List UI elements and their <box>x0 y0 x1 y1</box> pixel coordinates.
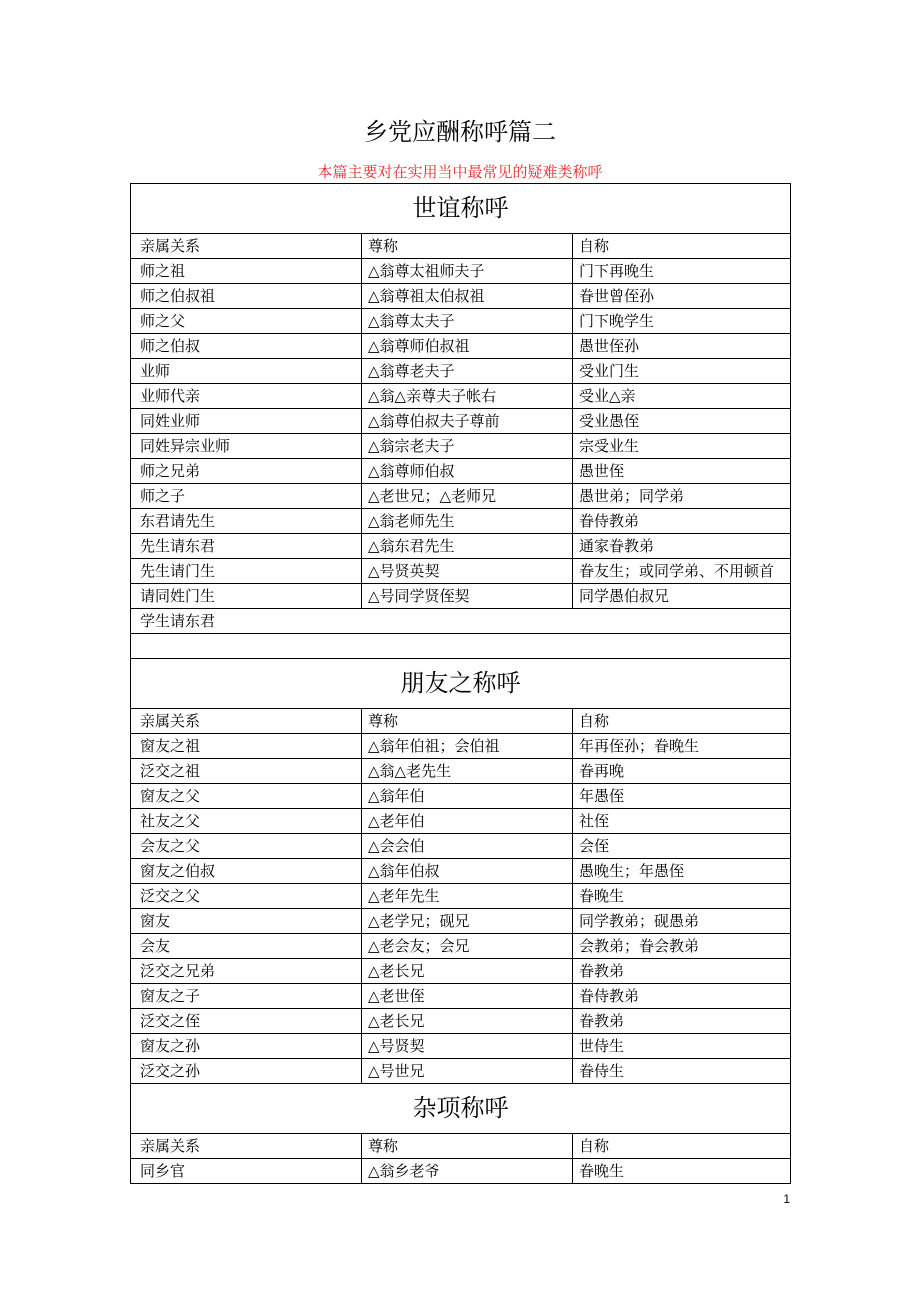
table-cell: 社友之父 <box>131 809 362 834</box>
table-cell: 愚世侄孙 <box>573 334 791 359</box>
table-cell: 窗友 <box>131 909 362 934</box>
table-cell: △老学兄；砚兄 <box>362 909 573 934</box>
table-cell: 年再侄孙；眷晚生 <box>573 734 791 759</box>
table-cell: △号世兄 <box>362 1059 573 1084</box>
table-cell: 师之父 <box>131 309 362 334</box>
table-row <box>131 259 791 284</box>
column-header: 尊称 <box>362 234 573 259</box>
table-cell: △号贤英契 <box>362 559 573 584</box>
table-row <box>131 934 791 959</box>
table-cell: 通家眷教弟 <box>573 534 791 559</box>
table-cell: 愚世弟；同学弟 <box>573 484 791 509</box>
table-cell: △翁乡老爷 <box>362 1159 573 1184</box>
table-row <box>131 909 791 934</box>
table-row <box>131 759 791 784</box>
table-row <box>131 334 791 359</box>
table-row <box>131 359 791 384</box>
page-number: 1 <box>783 1192 790 1206</box>
table-cell: △翁尊师伯叔祖 <box>362 334 573 359</box>
table-cell: 眷侍教弟 <box>573 509 791 534</box>
table-cell: 泛交之父 <box>131 884 362 909</box>
table-cell: 会侄 <box>573 834 791 859</box>
table-cell: 同乡官 <box>131 1159 362 1184</box>
section-heading: 朋友之称呼 <box>131 659 791 709</box>
section-heading: 杂项称呼 <box>131 1084 791 1134</box>
table-cell: 愚世侄 <box>573 459 791 484</box>
table-cell: 受业△亲 <box>573 384 791 409</box>
section-heading-row <box>131 184 791 234</box>
section-heading-row <box>131 659 791 709</box>
table-row <box>131 1159 791 1184</box>
table-cell: 眷侍教弟 <box>573 984 791 1009</box>
table-cell: 受业门生 <box>573 359 791 384</box>
table-cell: △老会友；会兄 <box>362 934 573 959</box>
table-cell: 同学教弟；砚愚弟 <box>573 909 791 934</box>
table-cell: 泛交之孙 <box>131 1059 362 1084</box>
table-row <box>131 859 791 884</box>
table-cell: 眷晚生 <box>573 884 791 909</box>
table-cell: 会友之父 <box>131 834 362 859</box>
table-cell: 同学愚伯叔兄 <box>573 584 791 609</box>
table-cell: 窗友之子 <box>131 984 362 1009</box>
honorifics-table <box>130 183 791 1184</box>
table-cell: △号贤契 <box>362 1034 573 1059</box>
table-cell: 业师代亲 <box>131 384 362 409</box>
table-cell: △翁尊伯叔夫子尊前 <box>362 409 573 434</box>
table-cell: 窗友之祖 <box>131 734 362 759</box>
table-cell: △老世侄 <box>362 984 573 1009</box>
table-row <box>131 409 791 434</box>
table-row <box>131 534 791 559</box>
table-cell: 眷晚生 <box>573 1159 791 1184</box>
table-row <box>131 1034 791 1059</box>
table-cell: 受业愚侄 <box>573 409 791 434</box>
column-header: 自称 <box>573 709 791 734</box>
table-row-merged <box>131 609 791 634</box>
table-cell: △翁尊老夫子 <box>362 359 573 384</box>
column-header-row <box>131 234 791 259</box>
page-subtitle: 本篇主要对在实用当中最常见的疑难类称呼 <box>317 163 603 181</box>
table-cell: 眷世曾侄孙 <box>573 284 791 309</box>
table-cell: △翁尊太夫子 <box>362 309 573 334</box>
table-cell: 同姓异宗业师 <box>131 434 362 459</box>
table-row <box>131 1009 791 1034</box>
table-cell: 师之伯叔 <box>131 334 362 359</box>
column-header-row <box>131 709 791 734</box>
column-header: 亲属关系 <box>131 709 362 734</box>
table-cell: 东君请先生 <box>131 509 362 534</box>
table-cell: 泛交之兄弟 <box>131 959 362 984</box>
table-cell: △老长兄 <box>362 1009 573 1034</box>
table-cell: △号同学贤侄契 <box>362 584 573 609</box>
column-header: 亲属关系 <box>131 1134 362 1159</box>
column-header: 尊称 <box>362 1134 573 1159</box>
table-row <box>131 434 791 459</box>
section-heading: 世谊称呼 <box>131 184 791 234</box>
table-row <box>131 509 791 534</box>
table-cell: 师之子 <box>131 484 362 509</box>
blank-row <box>131 634 791 659</box>
table-cell: △老长兄 <box>362 959 573 984</box>
table-cell: 会友 <box>131 934 362 959</box>
table-cell: 业师 <box>131 359 362 384</box>
table-row <box>131 309 791 334</box>
column-header: 自称 <box>573 1134 791 1159</box>
table-cell: 师之兄弟 <box>131 459 362 484</box>
table-cell: 先生请东君 <box>131 534 362 559</box>
column-header: 亲属关系 <box>131 234 362 259</box>
table-cell: 师之伯叔祖 <box>131 284 362 309</box>
table-cell: 先生请门生 <box>131 559 362 584</box>
table-cell: △翁东君先生 <box>362 534 573 559</box>
table-cell: 学生请东君 <box>131 609 791 634</box>
table-cell: 愚晚生；年愚侄 <box>573 859 791 884</box>
table-cell: △翁△老先生 <box>362 759 573 784</box>
table-cell: 眷友生；或同学弟、不用顿首 <box>573 559 791 584</box>
blank-cell <box>131 634 791 659</box>
table-cell: 眷教弟 <box>573 1009 791 1034</box>
table-row <box>131 584 791 609</box>
table-cell: 窗友之伯叔 <box>131 859 362 884</box>
table-cell: 窗友之父 <box>131 784 362 809</box>
table-cell: △翁宗老夫子 <box>362 434 573 459</box>
table-row <box>131 734 791 759</box>
table-cell: 社侄 <box>573 809 791 834</box>
table-cell: △翁年伯 <box>362 784 573 809</box>
column-header: 自称 <box>573 234 791 259</box>
table-row <box>131 959 791 984</box>
table-row <box>131 884 791 909</box>
table-cell: △翁尊师伯叔 <box>362 459 573 484</box>
table-cell: △会会伯 <box>362 834 573 859</box>
page-title: 乡党应酬称呼篇二 <box>364 118 556 146</box>
table-cell: 会教弟；眷会教弟 <box>573 934 791 959</box>
table-cell: 泛交之祖 <box>131 759 362 784</box>
table-cell: △翁尊祖太伯叔祖 <box>362 284 573 309</box>
table-cell: 请同姓门生 <box>131 584 362 609</box>
table-row <box>131 459 791 484</box>
table-row <box>131 834 791 859</box>
table-row <box>131 809 791 834</box>
table-cell: 门下晚学生 <box>573 309 791 334</box>
table-cell: △老年先生 <box>362 884 573 909</box>
table-cell: △老世兄；△老师兄 <box>362 484 573 509</box>
table-row <box>131 1059 791 1084</box>
table-cell: 年愚侄 <box>573 784 791 809</box>
table-cell: 眷再晚 <box>573 759 791 784</box>
table-cell: 窗友之孙 <box>131 1034 362 1059</box>
table-cell: △翁尊太祖师夫子 <box>362 259 573 284</box>
table-cell: △翁老师先生 <box>362 509 573 534</box>
table-cell: 师之祖 <box>131 259 362 284</box>
table-cell: △老年伯 <box>362 809 573 834</box>
table-cell: 世侍生 <box>573 1034 791 1059</box>
table-cell: 同姓业师 <box>131 409 362 434</box>
table-cell: 泛交之侄 <box>131 1009 362 1034</box>
column-header-row <box>131 1134 791 1159</box>
table-row <box>131 984 791 1009</box>
table-cell: △翁△亲尊夫子帐右 <box>362 384 573 409</box>
section-heading-row <box>131 1084 791 1134</box>
table-cell: 门下再晚生 <box>573 259 791 284</box>
table-cell: 宗受业生 <box>573 434 791 459</box>
table-cell: △翁年伯祖；会伯祖 <box>362 734 573 759</box>
table-cell: 眷侍生 <box>573 1059 791 1084</box>
table-row <box>131 384 791 409</box>
column-header: 尊称 <box>362 709 573 734</box>
table-cell: 眷教弟 <box>573 959 791 984</box>
table-row <box>131 284 791 309</box>
table-row <box>131 484 791 509</box>
table-row <box>131 784 791 809</box>
table-cell: △翁年伯叔 <box>362 859 573 884</box>
table-row <box>131 559 791 584</box>
